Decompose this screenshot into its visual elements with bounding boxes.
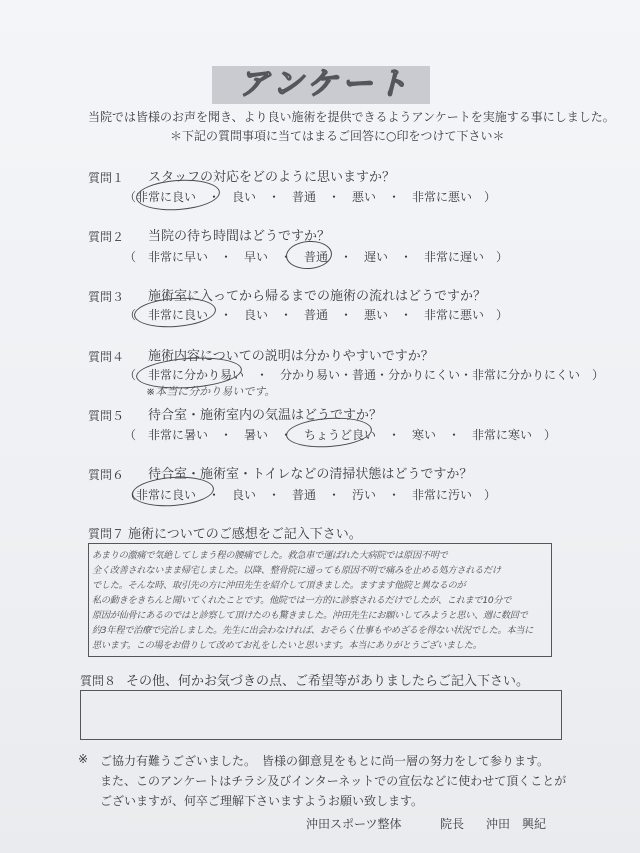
handwritten-line: 約3年程で治療で完治しました。先生に出会わなければ、おそらく仕事もやめざるを得ない状況でした。本当に [92,625,534,636]
footer-thanks: ご協力有難うございました。 皆様の御意見をもとに尚一層の努力をして参ります。 [100,754,550,768]
intro-text: 当院では皆様のお声を聞き、より良い施術を提供できるようアンケートを実施する事にしました。 [88,110,615,124]
question-2-options: （ 非常に早い ・ 早い ・ 普通 ・ 遅い ・ 非常に遅い ） [124,250,509,264]
answer-circle [285,239,333,270]
footer-notice: また、このアンケートはチラシ及びインターネットでの宣伝などに使わせて頂くことが [100,774,567,788]
footer-mark: ※ [78,752,89,766]
director-name: 沖田 興紀 [486,817,547,831]
handwritten-line: 思います。この場をお借りして改めてお礼をしたいと思います。本当にありがとうございました。 [92,640,482,651]
survey-title: アンケート [238,66,412,102]
question-5-text: 待合室・施術室内の気温はどうですか？ [148,408,383,423]
question-3-text: 施術室に入ってから帰るまでの施術の流れはどうですか？ [148,289,487,304]
handwritten-line: あまりの激痛で気絶してしまう程の腰痛でした。救急車で運ばれた大病院では原因不明で [92,550,448,561]
question-4-memo: ※本当に分かり易いです。 [146,385,276,398]
question-8-number: 質問８ [80,674,117,688]
question-8-text: その他、何かお気づきの点、ご希望等がありましたらご記入下さい。 [126,674,530,689]
question-3-options: （ 非常に良い ・ 良い ・ 普通 ・ 悪い ・ 非常に悪い ） [124,308,509,322]
footer-notice-2: ございますが、何卒ご理解下さいますようお願い致します。 [100,794,424,808]
question-6-number: 質問６ [88,468,125,482]
additional-comment-box[interactable] [80,690,562,740]
question-1-options: （非常に良い ・ 良い ・ 普通 ・ 悪い ・ 非常に悪い ） [124,190,497,204]
director-role: 院長 [440,817,465,831]
question-1-number: 質問１ [88,171,125,185]
question-5-number: 質問５ [88,409,125,423]
question-5-options: （ 非常に暑い ・ 暑い ・ ちょうど良い ・ 寒い ・ 非常に寒い ） [124,428,557,442]
question-2-number: 質問２ [88,230,125,244]
question-1-text: スタッフの対応をどのように思いますか？ [148,170,396,185]
answer-circle [131,474,215,509]
question-6-text: 待合室・施術室・トイレなどの清掃状態はどうですか？ [148,467,473,482]
instruction-text: ＊下記の質問事項に当てはまるご回答に○印をつけて下さい＊ [170,129,505,143]
question-2-text: 当院の待ち時間はどうですか？ [148,229,331,244]
question-6-options: （非常に良い ・ 良い ・ 普通 ・ 汚い ・ 非常に汚い ） [124,488,497,502]
handwritten-line: 私の動きをきちんと聞いてくれたことです。他院では一方的に診察されるだけでしたが、これまで10分で [92,595,512,606]
handwritten-line: でした。そんな時、取引先の方に沖田先生を紹介して頂きました。ますます他院と異なるのが [92,580,466,591]
question-4-options: （ 非常に分かり易い ・ 分かり易い・普通・分かりにくい・非常に分かりにくい ） [124,368,605,382]
handwritten-line: 全く改善されないまま帰宅しました。以降、整骨院に通っても原因不明で痛みを止める処方されるだけ [92,565,501,576]
answer-circle [133,295,217,330]
question-3-number: 質問３ [88,290,125,304]
question-7-text: 施術についてのご感想をご記入下さい。 [128,527,362,542]
handwritten-line: 原因が仙骨にあるのではと診察して頂けたのも驚きました。沖田先生にお願いしてみようと思い、週に数回で [92,610,528,621]
clinic-name: 沖田スポーツ整体 [306,817,402,831]
question-7-number: 質問７ [88,527,125,541]
question-4-text: 施術内容についての説明は分かりやすいですか？ [148,349,434,364]
question-4-number: 質問４ [88,350,125,364]
